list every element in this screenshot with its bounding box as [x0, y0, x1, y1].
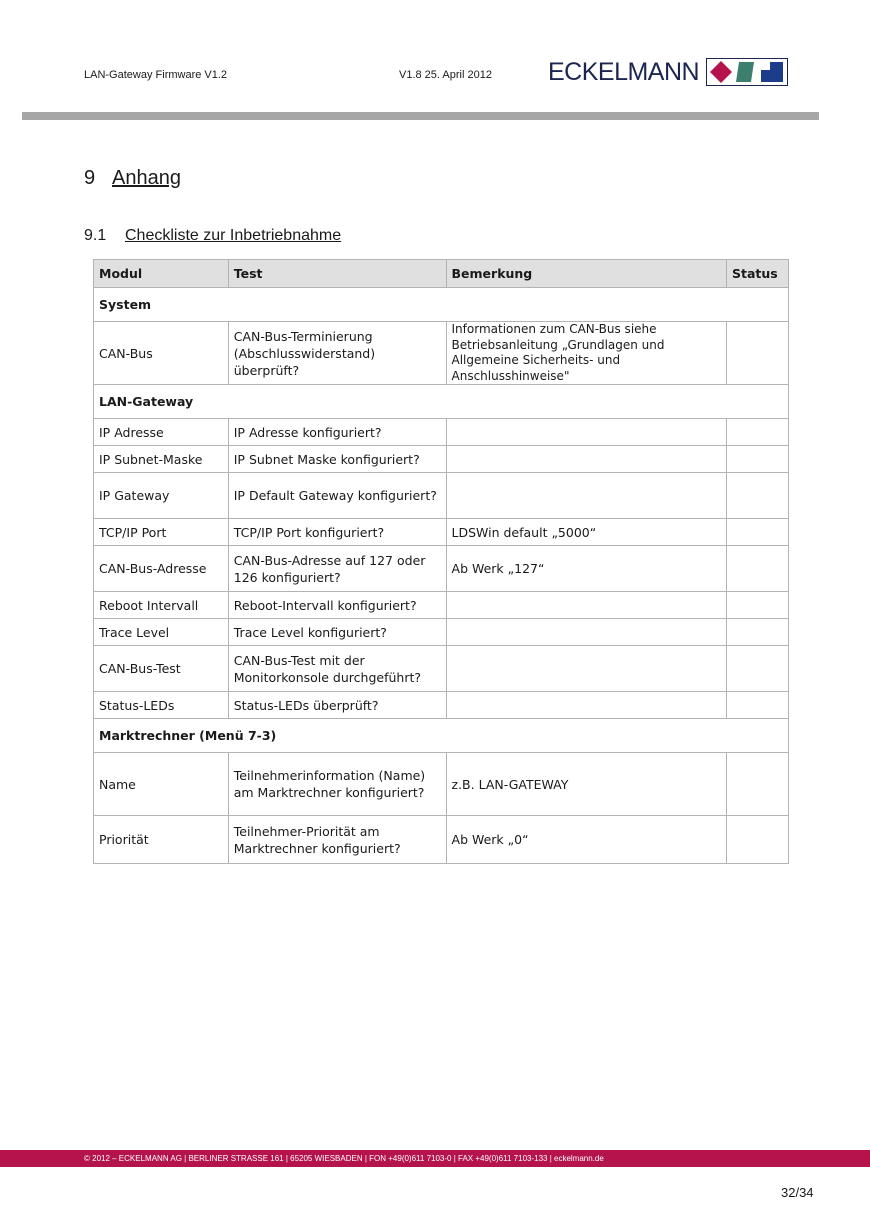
cell-status — [726, 816, 788, 864]
section-row-lan — [94, 385, 789, 419]
cell-bemerkung: LDSWin default „5000“ — [446, 519, 726, 546]
cell-bemerkung: z.B. LAN-GATEWAY — [446, 753, 726, 816]
cell-modul: Name — [94, 753, 229, 816]
cell-modul: Reboot Intervall — [94, 592, 229, 619]
cell-status — [726, 446, 788, 473]
table-row — [94, 473, 789, 519]
cell-status — [726, 322, 788, 385]
table-row — [94, 816, 789, 864]
subheading-text: Checkliste zur Inbetriebnahme — [125, 227, 342, 244]
cell-modul: IP Adresse — [94, 419, 229, 446]
table-row — [94, 592, 789, 619]
cell-test: Reboot-Intervall konfiguriert? — [228, 592, 446, 619]
table-row — [94, 692, 789, 719]
cell-modul: TCP/IP Port — [94, 519, 229, 546]
table-row — [94, 519, 789, 546]
table-row — [94, 619, 789, 646]
cell-status — [726, 646, 788, 692]
subheading-number: 9.1 — [84, 227, 107, 244]
eckelmann-logo — [548, 58, 788, 86]
header-status: Status — [726, 260, 788, 288]
cell-bemerkung — [446, 419, 726, 446]
cell-modul: IP Gateway — [94, 473, 229, 519]
heading-number: 9 — [84, 167, 96, 189]
cell-status — [726, 419, 788, 446]
section-row-marktrechner — [94, 719, 789, 753]
cell-status — [726, 753, 788, 816]
cell-test: CAN-Bus-Adresse auf 127 oder 126 konfiguriert? — [228, 546, 446, 592]
page-number: 32/34 — [781, 1185, 814, 1200]
cell-status — [726, 619, 788, 646]
cell-test: Teilnehmerinformation (Name) am Marktrechner konfiguriert? — [228, 753, 446, 816]
cell-bemerkung — [446, 646, 726, 692]
cell-modul: IP Subnet-Maske — [94, 446, 229, 473]
header-modul: Modul — [94, 260, 229, 288]
cell-test: Teilnehmer-Priorität am Marktrechner konfiguriert? — [228, 816, 446, 864]
cell-modul: CAN-Bus — [94, 322, 229, 385]
cell-status — [726, 473, 788, 519]
heading-anhang — [84, 167, 181, 190]
table-row — [94, 419, 789, 446]
cell-test: IP Adresse konfiguriert? — [228, 419, 446, 446]
table-header-row — [94, 260, 789, 288]
cell-status — [726, 546, 788, 592]
cell-modul: Priorität — [94, 816, 229, 864]
heading-checkliste — [84, 227, 341, 245]
logo-squares-icon — [706, 58, 788, 86]
cell-test: Status-LEDs überprüft? — [228, 692, 446, 719]
cell-bemerkung: Informationen zum CAN-Bus siehe Betriebsanleitung „Grundlagen und Allgemeine Sicherheits- und Anschlusshinweise" — [446, 322, 726, 385]
cell-bemerkung: Ab Werk „0“ — [446, 816, 726, 864]
table-row — [94, 322, 789, 385]
cell-test: CAN-Bus-Test mit der Monitorkonsole durchgeführt? — [228, 646, 446, 692]
section-lan-gateway: LAN-Gateway — [94, 385, 789, 419]
cell-bemerkung — [446, 619, 726, 646]
section-row-system — [94, 288, 789, 322]
logo-text: ECKELMANN — [548, 58, 700, 86]
header-test: Test — [228, 260, 446, 288]
cell-test: IP Subnet Maske konfiguriert? — [228, 446, 446, 473]
heading-text: Anhang — [112, 167, 181, 189]
table-row — [94, 646, 789, 692]
section-system: System — [94, 288, 789, 322]
cell-bemerkung — [446, 446, 726, 473]
cell-bemerkung — [446, 692, 726, 719]
cell-test: TCP/IP Port konfiguriert? — [228, 519, 446, 546]
checklist-table — [93, 259, 789, 864]
table-row — [94, 446, 789, 473]
cell-modul: CAN-Bus-Adresse — [94, 546, 229, 592]
footer-imprint: © 2012 – ECKELMANN AG | BERLINER STRASSE 161 | 65205 WIESBADEN | FON +49(0)611 7103-0 | FAX +49(0)611 7103-133 | eckelmann.de — [84, 1154, 604, 1163]
cell-bemerkung — [446, 592, 726, 619]
cell-test: IP Default Gateway konfiguriert? — [228, 473, 446, 519]
version-date: V1.8 25. April 2012 — [399, 69, 492, 81]
cell-modul: Trace Level — [94, 619, 229, 646]
cell-bemerkung: Ab Werk „127“ — [446, 546, 726, 592]
header-bemerkung: Bemerkung — [446, 260, 726, 288]
cell-test: CAN-Bus-Terminierung (Abschlusswiderstand) überprüft? — [228, 322, 446, 385]
cell-bemerkung — [446, 473, 726, 519]
section-marktrechner: Marktrechner (Menü 7-3) — [94, 719, 789, 753]
document-title: LAN-Gateway Firmware V1.2 — [84, 69, 228, 81]
cell-test: Trace Level konfiguriert? — [228, 619, 446, 646]
header-rule — [22, 112, 819, 120]
cell-status — [726, 592, 788, 619]
table-row — [94, 546, 789, 592]
cell-modul: Status-LEDs — [94, 692, 229, 719]
cell-status — [726, 692, 788, 719]
cell-status — [726, 519, 788, 546]
cell-modul: CAN-Bus-Test — [94, 646, 229, 692]
table-row — [94, 753, 789, 816]
